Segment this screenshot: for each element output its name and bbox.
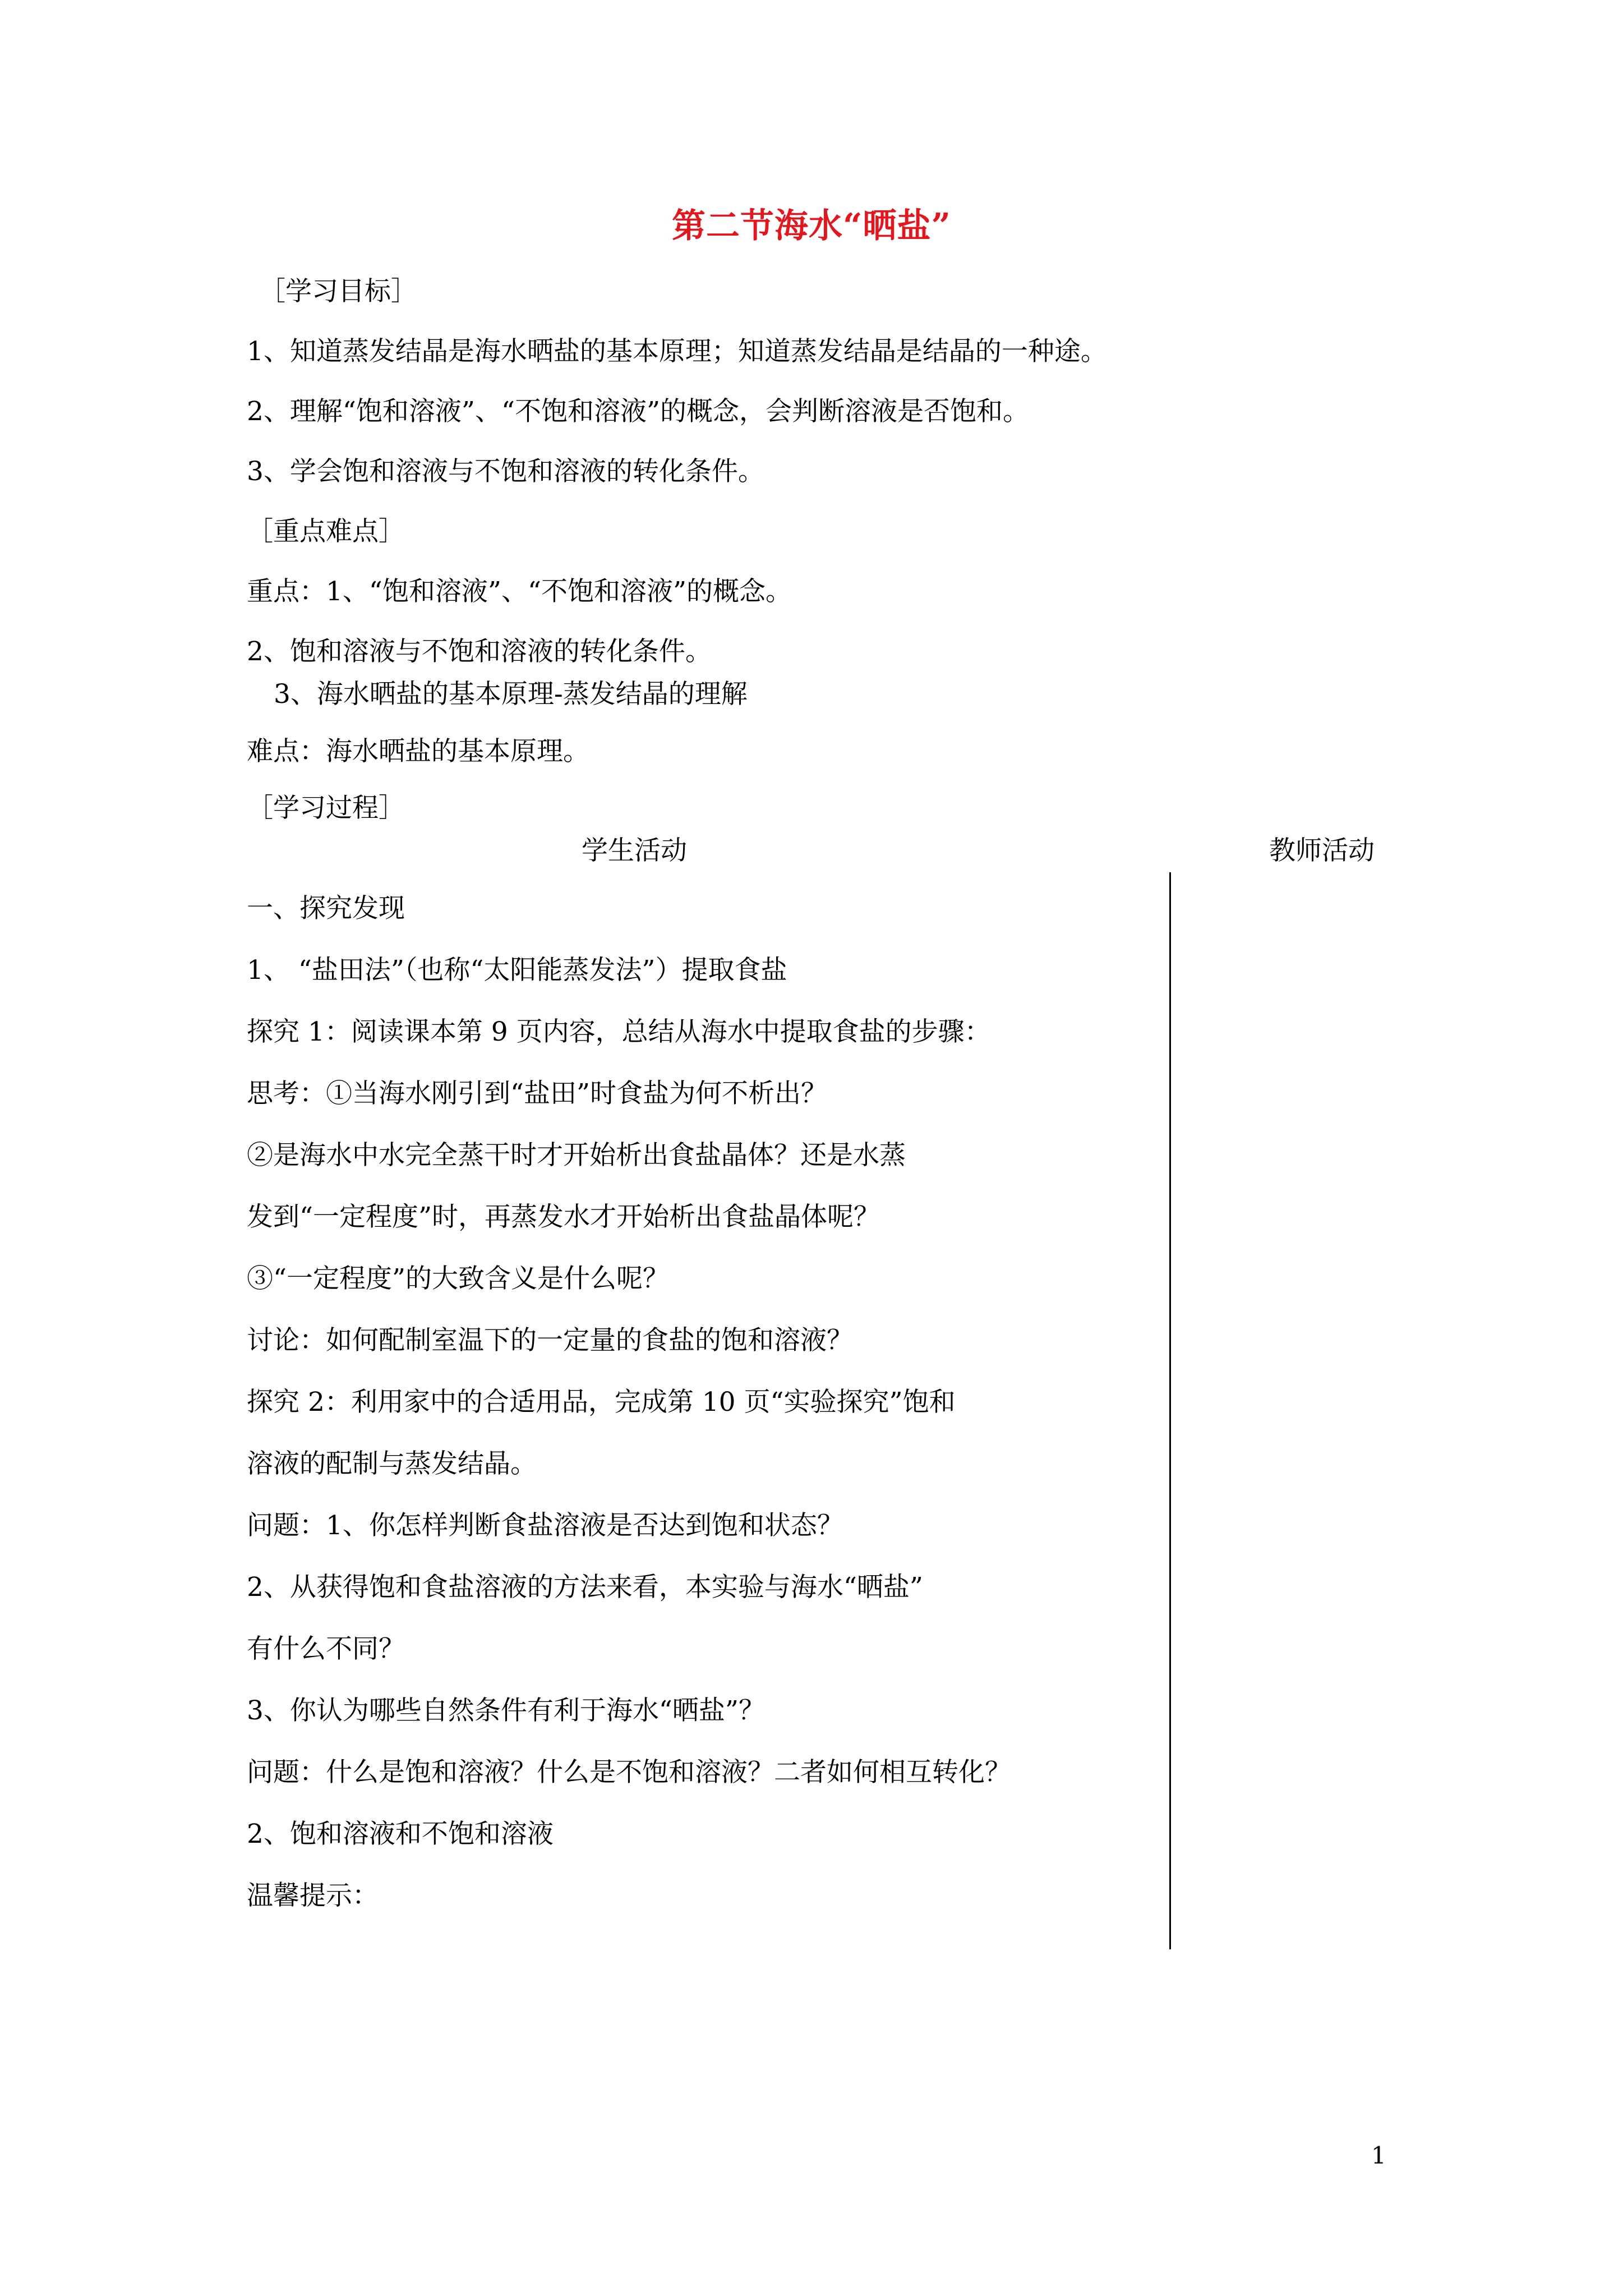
student-line-10: 溶液的配制与蒸发结晶。 <box>247 1448 537 1479</box>
key-point-item-3: 3、海水晒盐的基本原理-蒸发结晶的理解 <box>274 679 748 710</box>
page-title: 第二节海水“晒盐” <box>671 206 952 246</box>
key-points-heading: ［重点难点］ <box>247 516 405 547</box>
student-line-8: 讨论：如何配制室温下的一定量的食盐的饱和溶液？ <box>247 1325 853 1356</box>
student-line-6: 发到“一定程度”时，再蒸发水才开始析出食盐晶体呢？ <box>247 1202 880 1232</box>
key-point-item-1: 重点：1、“饱和溶液”、“不饱和溶液”的概念。 <box>247 576 792 607</box>
student-line-5: ②是海水中水完全蒸干时才开始析出食盐晶体？还是水蒸 <box>247 1140 906 1171</box>
page-number: 1 <box>1371 2142 1386 2169</box>
student-line-7: ③“一定程度”的大致含义是什么呢？ <box>247 1263 670 1294</box>
student-line-11: 问题：1、你怎样判断食盐溶液是否达到饱和状态？ <box>247 1510 843 1541</box>
process-heading: ［学习过程］ <box>247 793 405 823</box>
student-line-13: 有什么不同？ <box>247 1634 405 1664</box>
student-line-15: 问题：什么是饱和溶液？什么是不饱和溶液？二者如何相互转化？ <box>247 1757 1011 1788</box>
student-activity-column-header: 学生活动 <box>582 835 687 866</box>
key-point-item-2: 2、饱和溶液与不饱和溶液的转化条件。 <box>247 636 712 667</box>
student-line-9: 探究 2：利用家中的合适用品，完成第 10 页“实验探究”饱和 <box>247 1387 956 1418</box>
student-line-17: 温馨提示： <box>247 1880 379 1911</box>
student-line-14: 3、你认为哪些自然条件有利于海水“晒盐”？ <box>247 1695 765 1726</box>
key-point-difficulty: 难点：海水晒盐的基本原理。 <box>247 736 589 767</box>
student-line-4: 思考：①当海水刚引到“盐田”时食盐为何不析出？ <box>247 1078 828 1109</box>
student-line-2: 1、 “盐田法”（也称“太阳能蒸发法”）提取食盐 <box>247 955 787 986</box>
column-divider <box>1169 872 1171 1949</box>
student-line-12: 2、从获得饱和食盐溶液的方法来看，本实验与海水“晒盐” <box>247 1572 923 1603</box>
student-line-3: 探究 1：阅读课本第 9 页内容，总结从海水中提取食盐的步骤： <box>247 1016 991 1047</box>
objective-item-3: 3、学会饱和溶液与不饱和溶液的转化条件。 <box>247 456 764 487</box>
objective-item-2: 2、理解“饱和溶液”、“不饱和溶液”的概念，会判断溶液是否饱和。 <box>247 396 1030 427</box>
objective-item-1: 1、知道蒸发结晶是海水晒盐的基本原理；知道蒸发结晶是结晶的一种途。 <box>247 336 1107 367</box>
student-line-16: 2、饱和溶液和不饱和溶液 <box>247 1819 554 1849</box>
objectives-heading: ［学习目标］ <box>259 276 417 307</box>
teacher-activity-column-header: 教师活动 <box>1269 835 1375 866</box>
student-line-1: 一、探究发现 <box>247 893 405 924</box>
